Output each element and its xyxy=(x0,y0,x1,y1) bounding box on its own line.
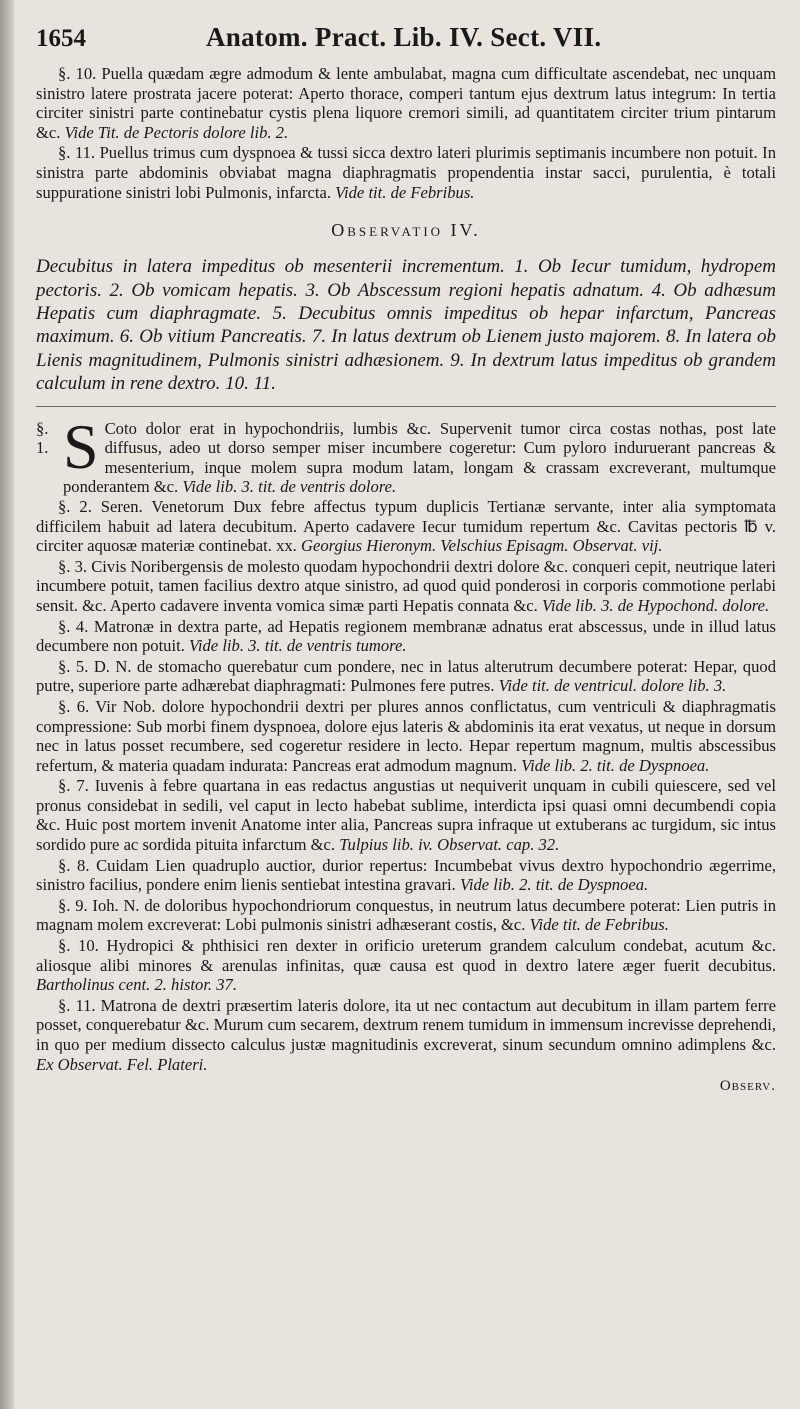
paragraph-reference: Georgius Hieronym. Velschius Episagm. Observat. vij. xyxy=(300,536,663,556)
paragraph-5 xyxy=(36,657,776,696)
paragraph-4 xyxy=(36,617,776,656)
observation-summary: Decubitus in latera impeditus ob mesenterii incrementum. 1. Ob Iecur tumidum, hydropem pectoris. 2. Ob vomicam hepatis. 3. Ob Abscessum regioni hepatis adnatum. 4. Ob adhæsum Hepatis cum diaphragmate. 5. Decubitus omnis impeditus ob hepar infarctum, Pancreas maximum. 6. Ob vitium Pancreatis. 7. In latus dextrum ob Lienem justo majorem. 8. In latera ob Lienis magnitudinem, Pulmonis sinistri adhæsionem. 9. In dextrum latus impeditus ob grandem calculum in rene dextro. 10. 11. xyxy=(36,256,776,395)
paragraph-reference: Vide lib. 2. tit. de Dyspnoea. xyxy=(521,755,710,775)
section-divider xyxy=(36,406,776,407)
paragraph-reference: Bartholinus cent. 2. histor. 37. xyxy=(36,975,237,995)
paragraph-10b xyxy=(36,936,776,995)
paragraph-6 xyxy=(36,697,776,775)
drop-cap: S xyxy=(63,410,99,482)
paragraph-body: §. 8. Cuidam Lien quadruplo auctior, durior repertus: Incumbebat vivus dextro hypochondrio ægerrime, sinistro facilius, pondere enim lienis sentiebat intestina gravari. xyxy=(36,855,776,895)
paragraph-reference: Vide lib. 3. de Hypochond. dolore. xyxy=(541,595,770,615)
page-number: 1654 xyxy=(36,25,86,52)
paragraph-reference: Vide Tit. de Pectoris dolore lib. 2. xyxy=(64,122,289,142)
paragraph-1 xyxy=(36,410,776,497)
paragraph-body: §. 4. Matronæ in dextra parte, ad Hepatis regionem membranæ adnatus erat abscessus, unde in illud latus decumbere non potuit. xyxy=(36,616,776,656)
paragraph-body: §. 10. Puella quædam ægre admodum & lente ambulabat, magna cum difficultate ascendebat, nec unquam sinistro latere prostrata jacere poterat: Aperto thorace, comperi tantum ejus dextrum latus integrum: In tertia circiter sinistri parte continebatur cystis plena liquore cremori simili, ad quantitatem circiter trium pintarum &c. xyxy=(36,64,776,142)
paragraph-number: §. 1. xyxy=(36,418,49,458)
paragraph-body: §. 3. Civis Noribergensis de molesto quodam hypochondrii dextri dolore &c. conqueri cepit, neutrique lateri incumbere potuit, tamen facilius dextro atque sinistro, ad quod quid ponderosi in corporis commotione perlabi sensit. &c. Aperto cadavere inventa vomica simæ parti Hepatis connata &c. xyxy=(36,556,776,615)
paragraph-body: §. 6. Vir Nob. dolore hypochondrii dextri per plures annos conflictatus, cum ventriculi & diaphragmatis compressione: Sub morbi finem dyspnoea, dolore ejus lateris & abdominis ita erat vexatus, ut neque in dorsum nec in latus posset recumbere, sed cogeretur residere in lecto. Hepar repertum magnum, multis abscessibus refertum, & materia quadam indurata: Pancreas erat admodum magnum. xyxy=(36,696,776,775)
paragraph-body: §. 10. Hydropici & phthisici ren dexter in orificio ureterum grandem calculum condebat, acutum &c. aliosque alibi minores & arenulas infinitas, quæ causa est quod in dextro latere æger fuerit decubitus. xyxy=(36,936,776,975)
paragraph-11b xyxy=(36,996,776,1074)
paragraph-reference: Vide tit. de ventricul. dolore lib. 3. xyxy=(498,676,727,696)
paragraph-body: §. 11. Matrona de dextri præsertim lateris dolore, ita ut nec contactum aut decubitum in illam partem ferre posset, conquerebatur &c. Murum cum secarem, dextrum renem tumidum in immensum increvisse deprehendi, in quo per medium dissecto calculus justæ magnitudinis excreverat, sinum secundum omnino adimplens &c. xyxy=(36,995,776,1054)
paragraph-9 xyxy=(36,896,776,935)
paragraph-reference: Ex Observat. Fel. Plateri. xyxy=(36,1054,208,1074)
paragraph-8 xyxy=(36,856,776,895)
paragraph-text xyxy=(63,410,776,497)
paragraph-reference: Tulpius lib. iv. Observat. cap. 32. xyxy=(339,835,560,855)
running-header xyxy=(36,22,776,64)
paragraph-body: §. 2. Seren. Venetorum Dux febre affectus typum duplicis Tertianæ servante, inter alia symptomata difficilem habuit ad latera decubitum. Aperto cadavere Iecur tumidum repertum &c. Cavitas pectoris ℔ v. circiter aquosæ materiæ continebat. xx. xyxy=(36,496,776,556)
paragraph-2 xyxy=(36,497,776,556)
paragraph-body: Coto dolor erat in hypochondriis, lumbis &c. Supervenit tumor circa costas nothas, post late diffusus, adeo ut dorso semper miser incumbere cogeretur: Cum pyloro induruerant pancreas & mesenterium, inque molem supra modum latam, longam & crassam excreverant, multumque ponderantem &c. xyxy=(63,418,776,497)
page-spine-shadow xyxy=(0,0,14,1409)
catchword: Observ. xyxy=(719,1078,776,1095)
observation-heading: Observatio IV. xyxy=(331,220,481,241)
paragraph-reference: Vide tit. de Febribus. xyxy=(335,182,475,202)
paragraph-7 xyxy=(36,776,776,854)
paragraph-body: §. 11. Puellus trimus cum dyspnoea & tussi sicca dextro lateri plurimis septimanis incumbere non potuit. In sinistra parte abdominis obviabat magna diaphragmatis propendentia instar sacci, purulentia, è totali suppuratione sinistri lobi Pulmonis, infarcta. xyxy=(36,143,776,202)
paragraph-3 xyxy=(36,557,776,616)
paragraph-reference: Vide lib. 2. tit. de Dyspnoea. xyxy=(459,875,649,895)
paragraph-reference: Vide lib. 3. tit. de ventris tumore. xyxy=(189,636,407,656)
paragraph-body: §. 5. D. N. de stomacho querebatur cum pondere, nec in latus alterutrum decumbere poterat: Hepar, quod putre, superiore parte adhærebat diaphragmati: Pulmones fere putres. xyxy=(36,656,776,696)
paragraph-reference: Vide lib. 3. tit. de ventris dolore. xyxy=(182,477,397,497)
paragraph-11 xyxy=(36,143,776,202)
paragraph-10 xyxy=(36,64,776,142)
paragraph-body: §. 9. Ioh. N. de doloribus hypochondriorum conquestus, in neutrum latus decumbere poterat: Lien putris in magnam molem excreverat: Lobi pulmonis sinistri adhæserant costis, &c. xyxy=(36,895,776,935)
running-title: Anatom. Pract. Lib. IV. Sect. VII. xyxy=(206,22,602,52)
paragraph-reference: Vide tit. de Febribus. xyxy=(529,915,669,935)
paragraph-body: §. 7. Iuvenis à febre quartana in eas redactus angustias ut nequiverit unquam in cubili quiescere, sed vel pronus considebat in sedili, vel caput in lecto habebat sublime, interdicta ipsi quasi omni decumbendi copia &c. Huic post mortem invenit Anatome inter alia, Pancreas supra infraque ut extuberans ac turgidum, sic intus sordido pure ac sordida pituita infarctum &c. xyxy=(36,776,776,855)
